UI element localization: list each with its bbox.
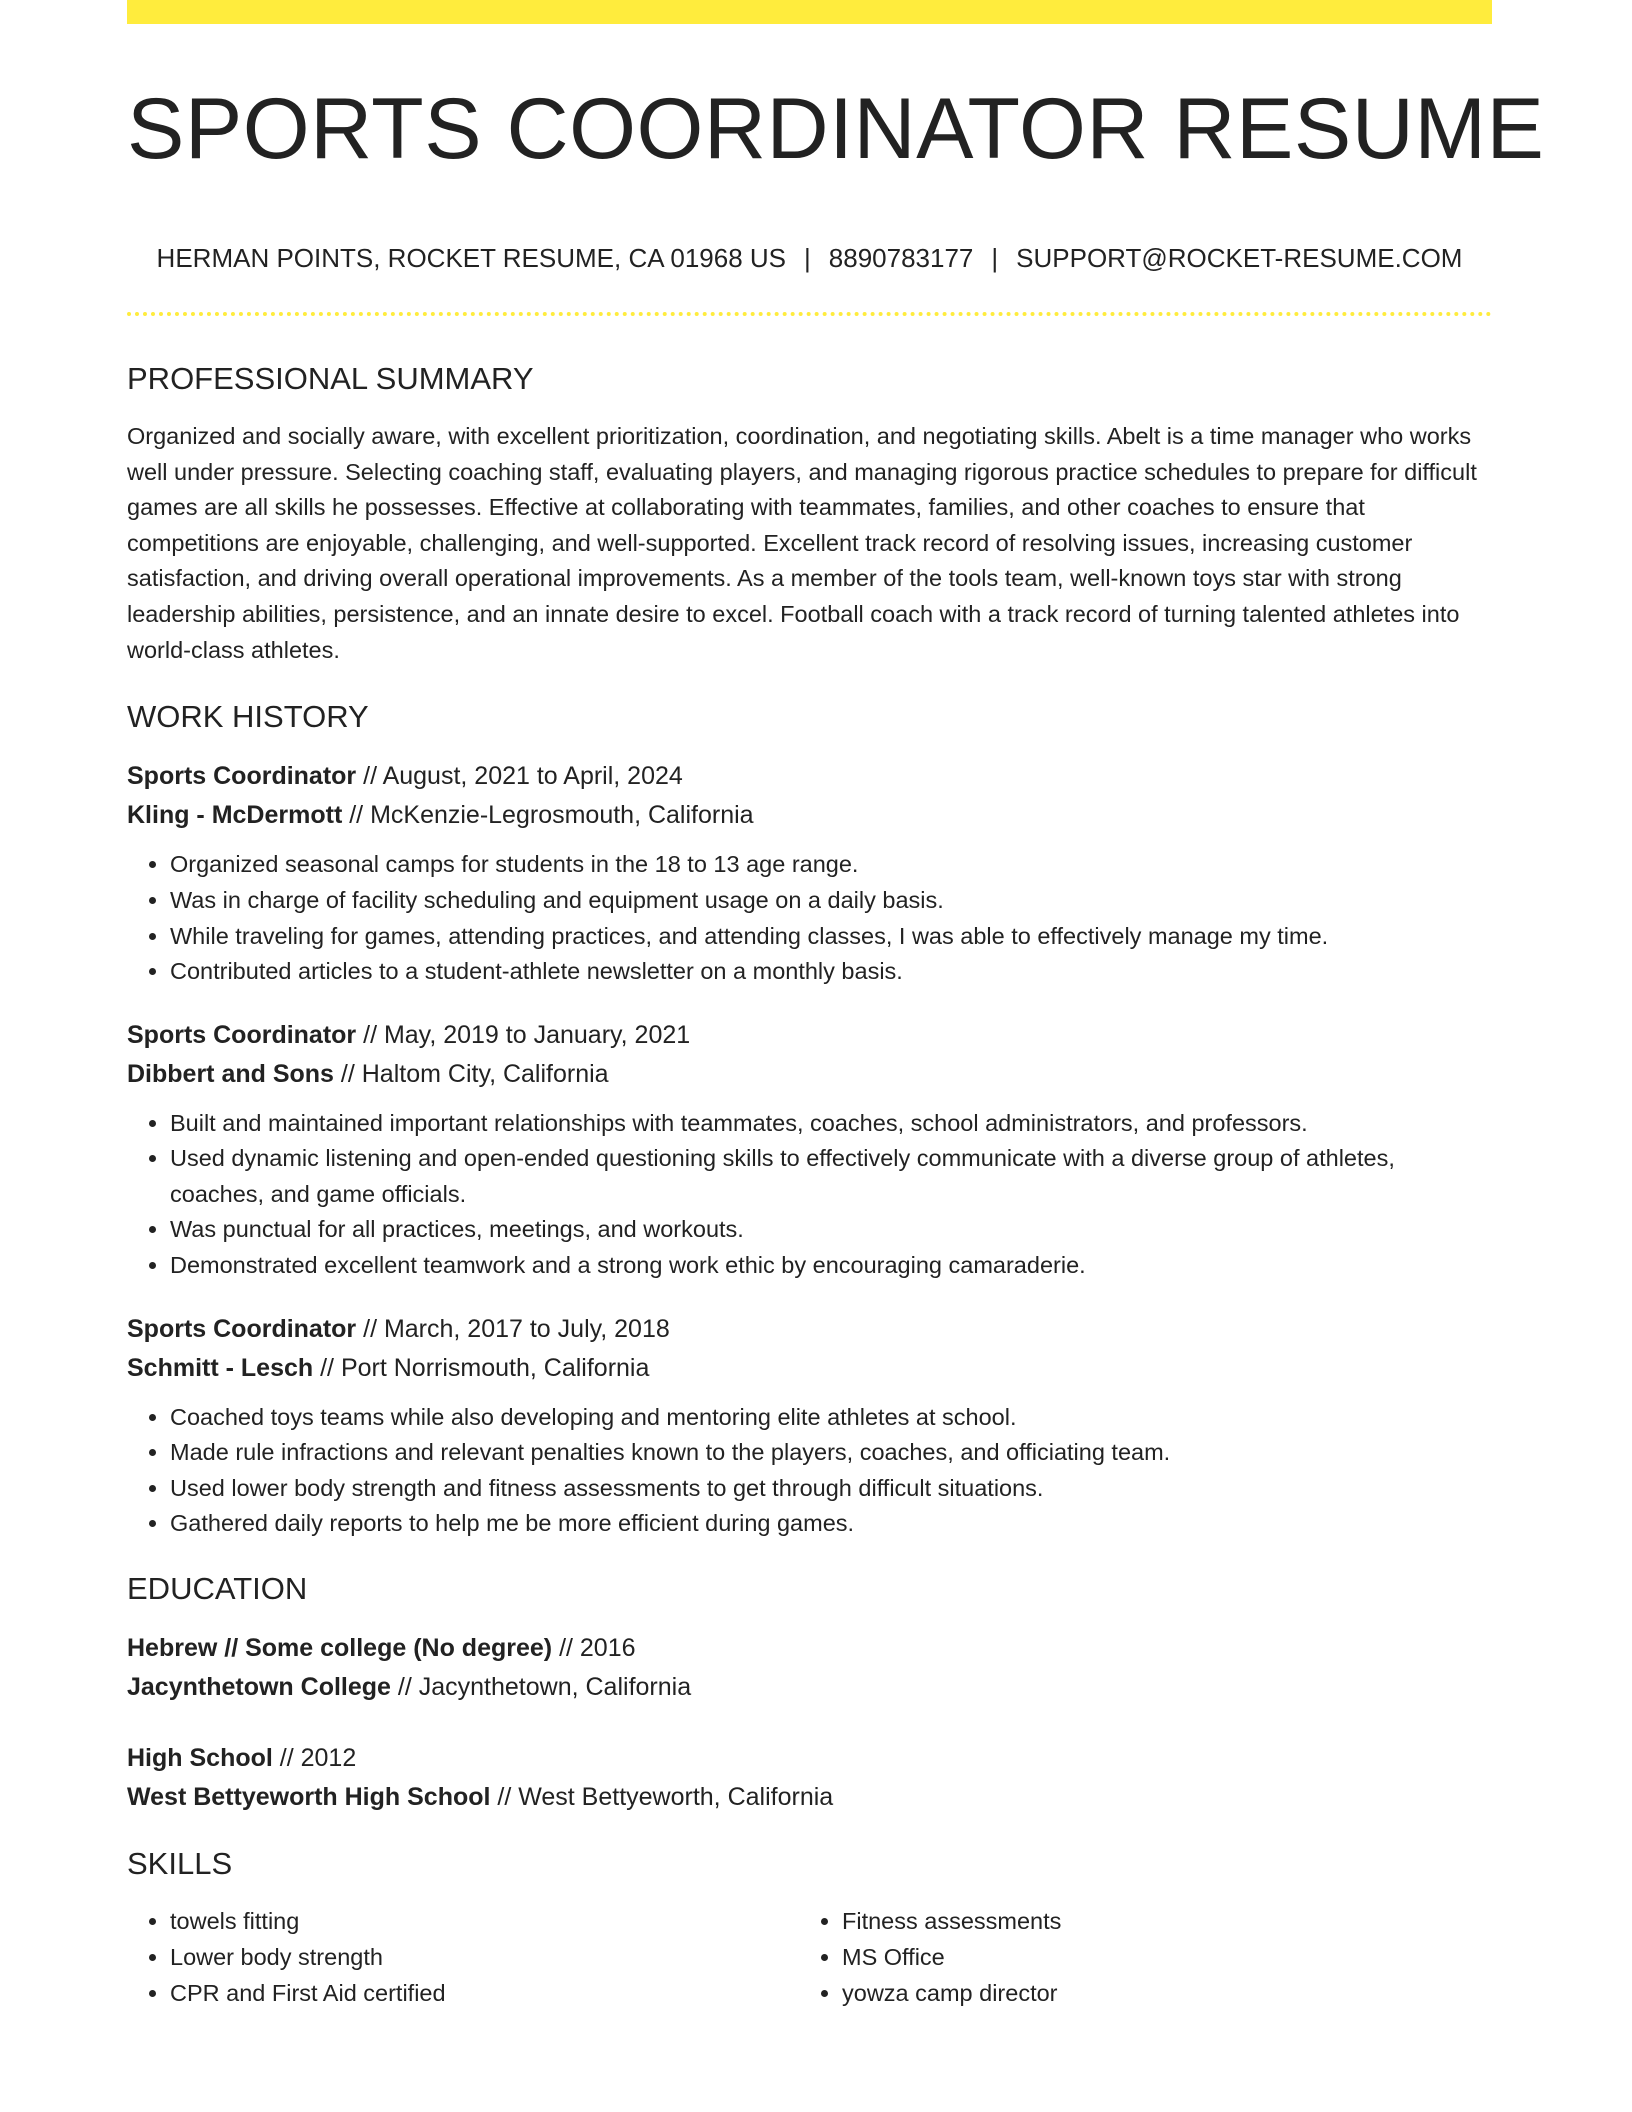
job-bullet: • While traveling for games, attending practices, and attending classes, I was able to effectively manage my time. [170,919,1492,955]
work-history-list [127,757,1492,1542]
section-heading-work-history: WORK HISTORY [127,699,369,735]
job-title-line [127,1016,1492,1055]
education-degree: High School [127,1744,273,1773]
education-entry [127,1739,1492,1817]
job-bullet: • Gathered daily reports to help me be more efficient during games. [170,1506,1492,1542]
section-heading-summary: PROFESSIONAL SUMMARY [127,360,534,396]
job-title: Sports Coordinator [127,762,357,791]
education-school: West Bettyeworth High School [127,1783,491,1812]
job-dates: // August, 2021 to April, 2024 [356,762,683,791]
job-entry [127,757,1492,989]
resume-title: SPORTS COORDINATOR RESUME [127,81,1545,177]
job-bullet: • Contributed articles to a student-athlete newsletter on a monthly basis. [170,954,1492,990]
dotted-divider [127,312,1492,316]
job-entry [127,1310,1492,1542]
skill-item: • yowza camp director [842,1976,1471,2012]
skill-item: • CPR and First Aid certified [170,1976,799,2012]
skill-item: • towels fitting [170,1904,799,1940]
education-location: // West Bettyeworth, California [490,1783,834,1812]
job-entry [127,1016,1492,1284]
education-school-line [127,1778,1492,1817]
job-bullet: • Used lower body strength and fitness assessments to get through difficult situations. [170,1471,1492,1507]
skill-item: • Lower body strength [170,1940,799,1976]
contact-separator: | [991,242,999,273]
contact-line [127,243,1492,274]
job-company: Kling - McDermott [127,801,343,830]
education-entry [127,1629,1492,1707]
job-title: Sports Coordinator [127,1020,357,1049]
job-title-line [127,1310,1492,1349]
job-bullet: • Built and maintained important relationships with teammates, coaches, school administrators, and professors. [170,1106,1492,1142]
contact-address: HERMAN POINTS, ROCKET RESUME, CA 01968 US [156,242,787,273]
section-heading-skills: SKILLS [127,1846,233,1882]
job-company-line [127,1349,1492,1388]
contact-email: SUPPORT@ROCKET-RESUME.COM [1016,242,1463,273]
education-school: Jacynthetown College [127,1673,391,1702]
education-degree-line [127,1629,1492,1668]
job-bullets [127,1400,1492,1542]
job-company: Schmitt - Lesch [127,1353,314,1382]
education-year: // 2016 [552,1634,636,1663]
accent-bar [127,0,1492,24]
education-year: // 2012 [272,1744,357,1773]
job-bullet: • Was in charge of facility scheduling and equipment usage on a daily basis. [170,883,1492,919]
resume-page [127,0,1545,2011]
job-bullet: • Used dynamic listening and open-ended questioning skills to effectively communicate with a diverse group of athletes, coaches, and game officials. [170,1141,1492,1212]
skill-item: • MS Office [842,1940,1471,1976]
skill-item: • Fitness assessments [842,1904,1471,1940]
job-location: // Port Norrismouth, California [313,1353,650,1382]
job-dates: // May, 2019 to January, 2021 [356,1020,691,1049]
job-bullets [127,1106,1492,1284]
education-school-line [127,1668,1492,1707]
education-list [127,1629,1492,1817]
job-location: // McKenzie-Legrosmouth, California [342,801,754,830]
job-bullet: • Coached toys teams while also developing and mentoring elite athletes at school. [170,1400,1492,1436]
job-company: Dibbert and Sons [127,1059,334,1088]
job-title-line [127,757,1492,796]
job-location: // Haltom City, California [333,1059,609,1088]
job-company-line [127,796,1492,835]
job-dates: // March, 2017 to July, 2018 [356,1314,670,1343]
summary-text: Organized and socially aware, with excellent prioritization, coordination, and negotiating skills. Abelt is a time manager who works well under pressure. Selecting coaching staff, evaluating players, and managing rigorous practice schedules to prepare for difficult games are all skills he possesses. Effective at collaborating with teammates, families, and other coaches to ensure that competitions are enjoyable, challenging, and well-supported. Excellent track record of resolving issues, increasing customer satisfaction, and driving overall operational improvements. As a member of the tools team, well-known toys star with strong leadership abilities, persistence, and an innate desire to excel. Football coach with a track record of turning talented athletes into world-class athletes. [127,422,1477,663]
education-degree: Hebrew // Some college (No degree) [127,1634,553,1663]
skills-list [127,1904,1492,2011]
job-bullets [127,847,1492,989]
job-company-line [127,1055,1492,1094]
contact-phone: 8890783177 [828,242,974,273]
contact-separator: | [804,242,811,273]
job-bullet: • Demonstrated excellent teamwork and a strong work ethic by encouraging camaraderie. [170,1248,1492,1284]
job-bullet: • Made rule infractions and relevant penalties known to the players, coaches, and officiating team. [170,1435,1492,1471]
section-heading-education: EDUCATION [127,1571,308,1607]
skills-column-left [127,1904,799,2011]
skills-column-right [799,1904,1471,2011]
education-degree-line [127,1739,1492,1778]
job-title: Sports Coordinator [127,1314,357,1343]
job-bullet: • Organized seasonal camps for students in the 18 to 13 age range. [170,847,1492,883]
job-bullet: • Was punctual for all practices, meetings, and workouts. [170,1212,1492,1248]
education-location: // Jacynthetown, California [390,1673,692,1702]
